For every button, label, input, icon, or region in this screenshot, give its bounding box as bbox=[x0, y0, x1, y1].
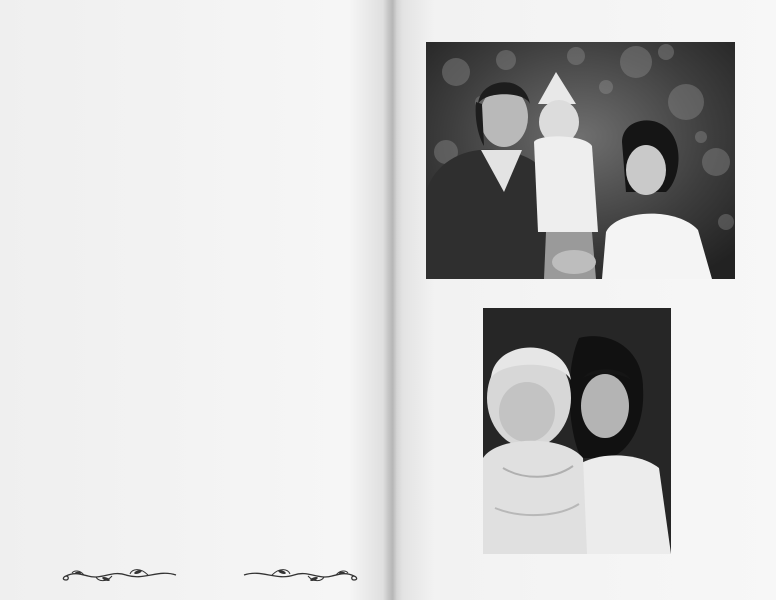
family-photo-top bbox=[426, 42, 735, 279]
right-flourish-ornament bbox=[242, 566, 360, 584]
left-flourish-ornament bbox=[60, 566, 178, 584]
page-footer bbox=[60, 562, 360, 586]
body-text bbox=[46, 37, 366, 45]
book-gutter bbox=[383, 0, 403, 600]
family-photo-bottom bbox=[483, 308, 671, 554]
